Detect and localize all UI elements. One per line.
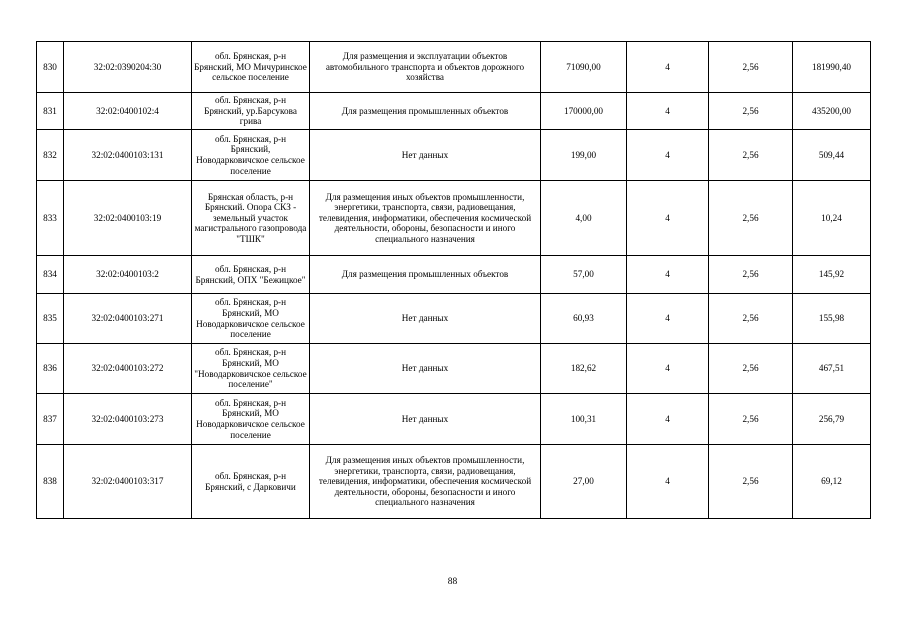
cadastral-value: 145,92 (793, 256, 871, 294)
cadastral-number: 32:02:0400103:19 (64, 181, 192, 256)
row-number: 836 (37, 344, 64, 394)
table-row (37, 93, 871, 130)
table-body (37, 42, 871, 519)
row-number: 834 (37, 256, 64, 294)
address: обл. Брянская, р-н Брянский, с Дарковичи (192, 445, 310, 519)
row-number: 831 (37, 93, 64, 130)
cadastral-number: 32:02:0400103:272 (64, 344, 192, 394)
cadastral-number: 32:02:0400103:317 (64, 445, 192, 519)
group: 4 (627, 294, 709, 344)
address: Брянская область, р-н Брянский. Опора СКЗ - земельный участок магистрального газопровода "ТШК" (192, 181, 310, 256)
group: 4 (627, 344, 709, 394)
cadastral-number: 32:02:0390204:30 (64, 42, 192, 93)
rate: 2,56 (709, 294, 793, 344)
table-row (37, 394, 871, 445)
rate: 2,56 (709, 394, 793, 445)
row-number: 838 (37, 445, 64, 519)
table-row (37, 344, 871, 394)
group: 4 (627, 130, 709, 181)
cadastral-value: 256,79 (793, 394, 871, 445)
cadastral-number: 32:02:0400102:4 (64, 93, 192, 130)
permitted-use: Для размещения иных объектов промышленности, энергетики, транспорта, связи, радиовещания, телевидения, информатики, обеспечения космической деятельности, обороны, безопасности и иного специального назначения (310, 181, 541, 256)
address: обл. Брянская, р-н Брянский, МО Новодарковичское сельское поселение (192, 394, 310, 445)
address: обл. Брянская, р-н Брянский, ур.Барсукова грива (192, 93, 310, 130)
area: 182,62 (541, 344, 627, 394)
group: 4 (627, 256, 709, 294)
cadastral-value: 467,51 (793, 344, 871, 394)
table-row (37, 181, 871, 256)
cadastral-number: 32:02:0400103:2 (64, 256, 192, 294)
rate: 2,56 (709, 181, 793, 256)
row-number: 830 (37, 42, 64, 93)
area: 27,00 (541, 445, 627, 519)
group: 4 (627, 394, 709, 445)
row-number: 832 (37, 130, 64, 181)
permitted-use: Нет данных (310, 130, 541, 181)
page-number: 88 (447, 577, 458, 587)
permitted-use: Нет данных (310, 294, 541, 344)
cadastral-value: 435200,00 (793, 93, 871, 130)
group: 4 (627, 42, 709, 93)
area: 199,00 (541, 130, 627, 181)
group: 4 (627, 93, 709, 130)
permitted-use: Для размещения иных объектов промышленности, энергетики, транспорта, связи, радиовещания, телевидения, информатики, обеспечения космической деятельности, обороны, безопасности и иного специального назначения (310, 445, 541, 519)
rate: 2,56 (709, 445, 793, 519)
table-row (37, 42, 871, 93)
cadastral-value: 155,98 (793, 294, 871, 344)
cadastral-value: 509,44 (793, 130, 871, 181)
row-number: 833 (37, 181, 64, 256)
rate: 2,56 (709, 93, 793, 130)
area: 4,00 (541, 181, 627, 256)
address: обл. Брянская, р-н Брянский, МО Новодарковичское сельское поселение (192, 294, 310, 344)
group: 4 (627, 181, 709, 256)
cadastral-number: 32:02:0400103:271 (64, 294, 192, 344)
permitted-use: Для размещения промышленных объектов (310, 93, 541, 130)
cadastral-value: 69,12 (793, 445, 871, 519)
rate: 2,56 (709, 130, 793, 181)
row-number: 835 (37, 294, 64, 344)
group: 4 (627, 445, 709, 519)
land-plot-table (36, 41, 871, 519)
permitted-use: Для размещения промышленных объектов (310, 256, 541, 294)
rate: 2,56 (709, 344, 793, 394)
permitted-use: Для размещения и эксплуатации объектов автомобильного транспорта и объектов дорожного хозяйства (310, 42, 541, 93)
address: обл. Брянская, р-н Брянский, ОПХ "Бежицкое" (192, 256, 310, 294)
cadastral-value: 181990,40 (793, 42, 871, 93)
row-number: 837 (37, 394, 64, 445)
table-row (37, 445, 871, 519)
permitted-use: Нет данных (310, 344, 541, 394)
rate: 2,56 (709, 256, 793, 294)
table-row (37, 256, 871, 294)
table-row (37, 130, 871, 181)
table-row (37, 294, 871, 344)
area: 170000,00 (541, 93, 627, 130)
address: обл. Брянская, р-н Брянский, Новодарковичское сельское поселение (192, 130, 310, 181)
area: 60,93 (541, 294, 627, 344)
area: 71090,00 (541, 42, 627, 93)
rate: 2,56 (709, 42, 793, 93)
address: обл. Брянская, р-н Брянский, МО Мичуринское сельское поселение (192, 42, 310, 93)
cadastral-number: 32:02:0400103:131 (64, 130, 192, 181)
cadastral-value: 10,24 (793, 181, 871, 256)
cadastral-number: 32:02:0400103:273 (64, 394, 192, 445)
area: 100,31 (541, 394, 627, 445)
permitted-use: Нет данных (310, 394, 541, 445)
address: обл. Брянская, р-н Брянский, МО "Новодарковичское сельское поселение" (192, 344, 310, 394)
area: 57,00 (541, 256, 627, 294)
